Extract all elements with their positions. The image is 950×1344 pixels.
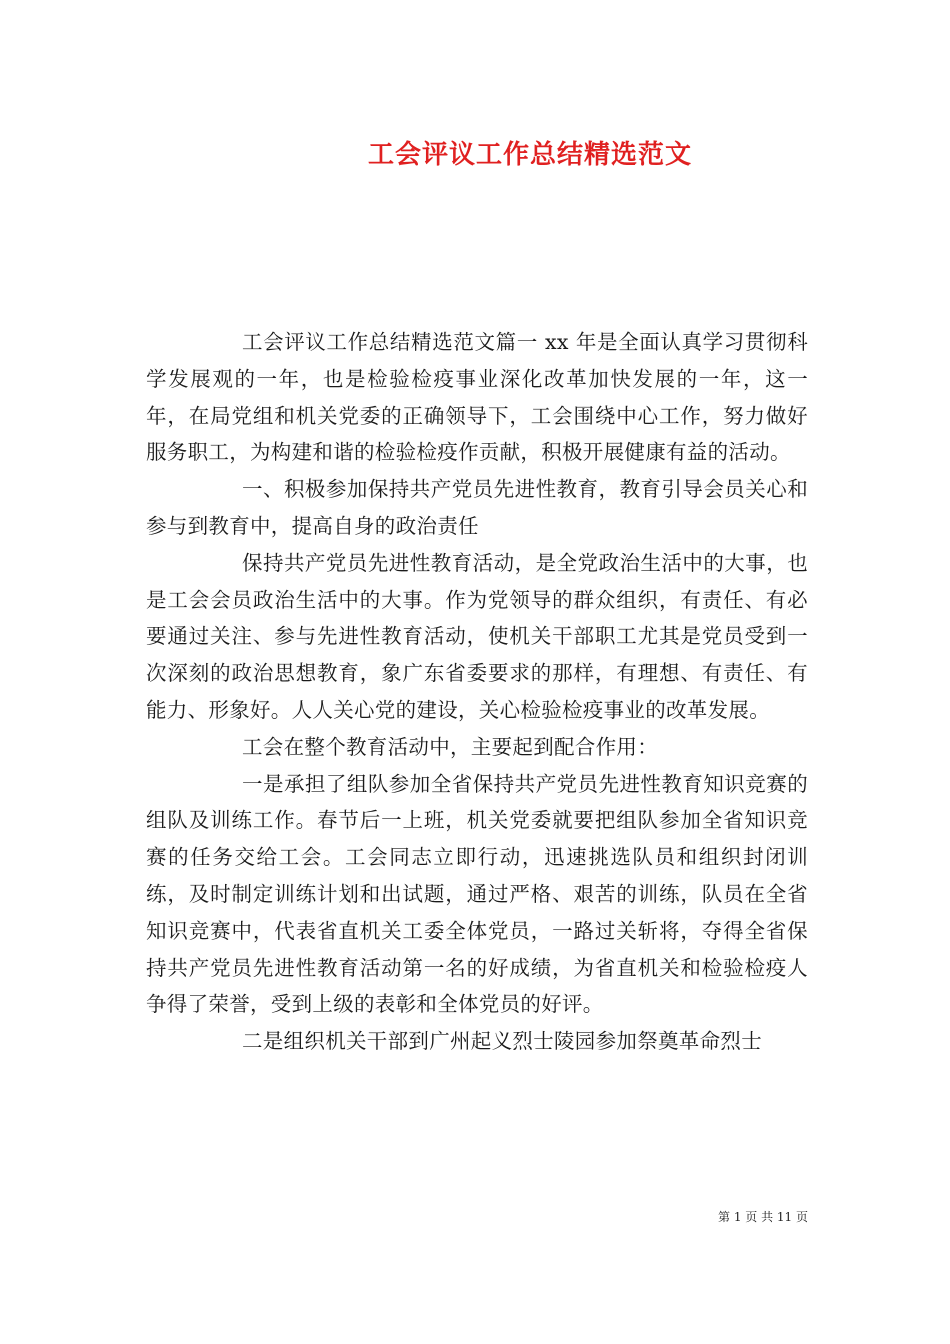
paragraph-body: 二是组织机关干部到广州起义烈士陵园参加祭奠革命烈士: [242, 1029, 762, 1054]
paragraph-body: 保持共产党员先进性教育活动，是全党政治生活中的大事，也是工会会员政治生活中的大事。作为党领导的群众组织，有责任、有必要通过关注、参与先进性教育活动，使机关干部职工尤其是党员受到一次深刻的政治思想教育，象广东省委要求的那样，有理想、有责任、有能力、形象好。人人关心党的建设，关心检验检疫事业的改革发展。: [146, 550, 808, 722]
paragraph-section-heading-1: 一、积极参加保持共产党员先进性教育，教育引导会员关心和参与到教育中，提高自身的政治责任: [146, 477, 808, 538]
document-body: [146, 324, 808, 1060]
paragraph-body: 一是承担了组队参加全省保持共产党员先进性教育知识竞赛的组队及训练工作。春节后一上班，机关党委就要把组队参加全省知识竞赛的任务交给工会。工会同志立即行动，迅速挑选队员和组织封闭训练，及时制定训练计划和出试题，通过严格、艰苦的训练，队员在全省知识竞赛中，代表省直机关工委全体党员，一路过关斩将，夺得全省保持共产党员先进性教育活动第一名的好成绩，为省直机关和检验检疫人争得了荣誉，受到上级的表彰和全体党员的好评。: [146, 771, 808, 1017]
page-number-footer: 第 1 页 共 11 页: [718, 1210, 808, 1224]
paragraph-body: 工会在整个教育活动中，主要起到配合作用：: [242, 734, 658, 759]
paragraph-intro: 工会评议工作总结精选范文篇一 xx 年是全面认真学习贯彻科学发展观的一年，也是检验检疫事业深化改革加快发展的一年，这一年，在局党组和机关党委的正确领导下，工会围绕中心工作，努力做好服务职工，为构建和谐的检验检疫作贡献，积极开展健康有益的活动。: [146, 330, 808, 465]
document-title: 工会评议工作总结精选范文: [367, 140, 692, 170]
